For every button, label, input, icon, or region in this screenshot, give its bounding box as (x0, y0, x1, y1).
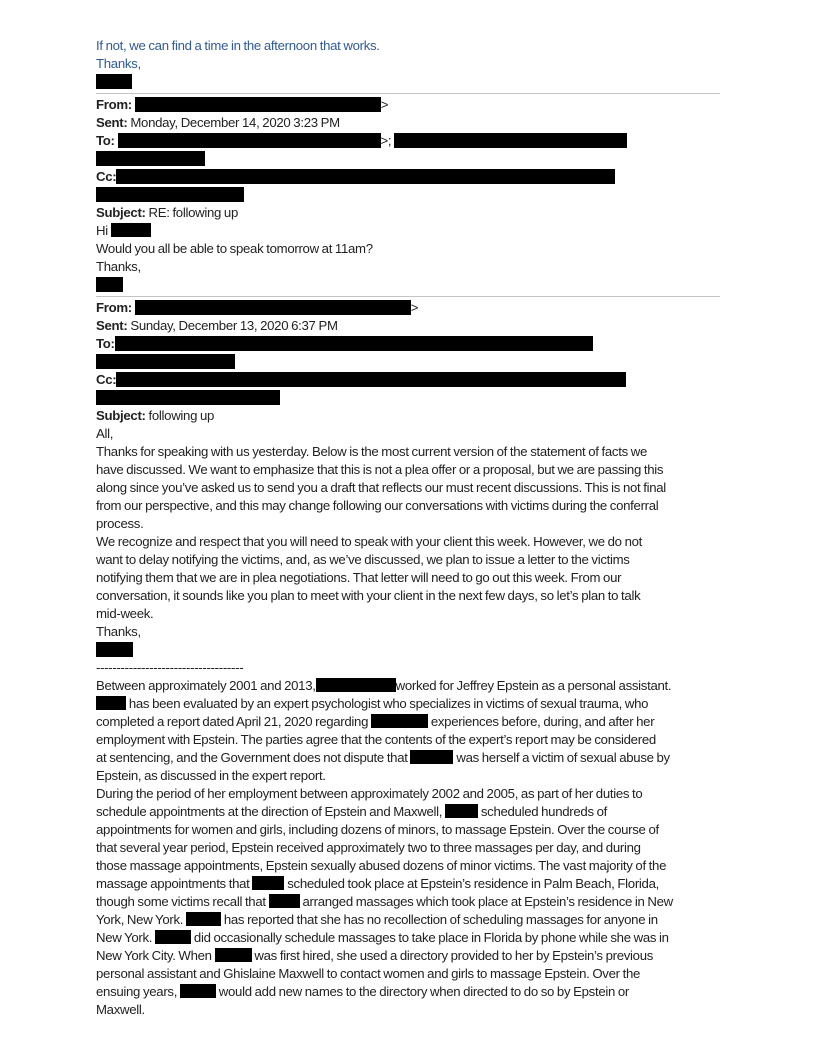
text-run: notifying them that we are in plea negotiations. That letter will need to go out this week. From our (96, 570, 622, 585)
text-run: Thanks for speaking with us yesterday. Below is the most current version of the statement of facts we (96, 444, 647, 459)
text-line (96, 132, 720, 150)
text-run: All, (96, 426, 114, 441)
text-line (96, 911, 720, 929)
text-run: mid-week. (96, 606, 154, 621)
text-line (96, 168, 720, 186)
text-run: appointments for women and girls, including dozens of minors, to massage Epstein. Over the course of (96, 822, 659, 837)
text-line (96, 803, 720, 821)
redaction-bar (410, 750, 453, 764)
text-line (96, 695, 720, 713)
text-run: was herself a victim of sexual abuse by (453, 750, 670, 765)
redaction-bar (180, 984, 216, 998)
text-line (96, 659, 720, 677)
text-run: that several year period, Epstein received approximately two to three massages per day, and during (96, 840, 641, 855)
bold-label: Subject: (96, 205, 149, 220)
text-run: massage appointments that (96, 876, 253, 891)
email-document (96, 37, 720, 1019)
text-run: worked for Jeffrey Epstein as a personal assistant. (395, 678, 672, 693)
redaction-bar (371, 714, 428, 728)
text-line (96, 73, 720, 91)
text-run: New York City. When (96, 948, 215, 963)
text-run: arranged massages which took place at Epstein’s residence in New (299, 894, 673, 909)
text-run: have discussed. We want to emphasize that this is not a plea offer or a proposal, but we are passing this (96, 462, 664, 477)
redaction-bar (252, 876, 284, 890)
redaction-bar (96, 151, 205, 166)
redaction-bar (445, 804, 478, 818)
text-line (96, 929, 720, 947)
text-run: > (380, 97, 389, 112)
text-line (96, 461, 720, 479)
text-line (96, 150, 720, 168)
text-line (96, 222, 720, 240)
bold-label: Cc: (96, 372, 117, 387)
text-line (96, 240, 720, 258)
text-line (96, 114, 720, 132)
text-run: Epstein, as discussed in the expert report. (96, 768, 326, 783)
redaction-bar (96, 354, 235, 369)
text-run: would add new names to the directory when directed to do so by Epstein or (215, 984, 630, 999)
redaction-bar (116, 372, 626, 387)
bold-label: Sent: (96, 115, 131, 130)
text-run: experiences before, during, and after her (427, 714, 655, 729)
reply-text-line (96, 37, 720, 55)
text-run: schedule appointments at the direction of Epstein and Maxwell, (96, 804, 445, 819)
text-run: New York. (96, 930, 156, 945)
redaction-bar (115, 336, 593, 351)
divider-line (96, 93, 720, 94)
text-run: Sunday, December 13, 2020 6:37 PM (130, 318, 338, 333)
text-run: was first hired, she used a directory provided to her by Epstein’s previous (251, 948, 654, 963)
text-line (96, 893, 720, 911)
redaction-bar (96, 277, 123, 292)
text-line (96, 767, 720, 785)
text-run: Monday, December 14, 2020 3:23 PM (130, 115, 340, 130)
redaction-bar (155, 930, 191, 944)
text-run: those massage appointments, Epstein sexually abused dozens of minor victims. The vast majority of the (96, 858, 667, 873)
text-line (96, 875, 720, 893)
text-run: Thanks, (96, 56, 141, 71)
text-run: did occasionally schedule massages to take place in Florida by phone while she was in (191, 930, 669, 945)
text-run: RE: following up (148, 205, 238, 220)
text-line (96, 186, 720, 204)
text-run: ensuing years, (96, 984, 180, 999)
text-run: > (410, 300, 419, 315)
bold-label: From: (96, 97, 135, 112)
redaction-bar (186, 912, 221, 926)
text-line (96, 731, 720, 749)
redaction-bar (96, 696, 126, 710)
text-line (96, 713, 720, 731)
redaction-bar (96, 74, 132, 89)
text-line (96, 533, 720, 551)
text-run: >; (380, 133, 395, 148)
text-line (96, 785, 720, 803)
redaction-bar (135, 97, 381, 112)
text-line (96, 299, 720, 317)
redaction-bar (269, 894, 300, 908)
redaction-bar (135, 300, 411, 315)
text-run: Hi (96, 223, 111, 238)
text-run: completed a report dated April 21, 2020 regarding (96, 714, 371, 729)
text-line (96, 821, 720, 839)
redaction-bar (394, 133, 627, 148)
text-run: During the period of her employment between approximately 2002 and 2005, as part of her duties to (96, 786, 643, 801)
text-run: conversation, it sounds like you plan to meet with your client in the next few days, so let’s plan to talk (96, 588, 641, 603)
text-line (96, 605, 720, 623)
text-run: ------------------------------------ (96, 660, 244, 675)
text-line (96, 551, 720, 569)
redaction-bar (215, 948, 252, 962)
text-run: at sentencing, and the Government does not dispute that (96, 750, 411, 765)
text-line (96, 479, 720, 497)
text-run: If not, we can find a time in the afternoon that works. (96, 38, 380, 53)
bold-label: To: (96, 133, 118, 148)
redaction-bar (111, 223, 151, 237)
bold-label: Subject: (96, 408, 149, 423)
text-line (96, 389, 720, 407)
text-line (96, 569, 720, 587)
text-run: York, New York. (96, 912, 186, 927)
text-run: We recognize and respect that you will need to speak with your client this week. However, we do not (96, 534, 643, 549)
text-line (96, 749, 720, 767)
text-line (96, 276, 720, 294)
bold-label: From: (96, 300, 135, 315)
bold-label: Cc: (96, 169, 117, 184)
text-run: process. (96, 516, 144, 531)
reply-text-line (96, 55, 720, 73)
text-run: employment with Epstein. The parties agree that the contents of the expert’s report may be considered (96, 732, 656, 747)
redaction-bar (118, 133, 381, 148)
text-line (96, 677, 720, 695)
text-run: want to delay notifying the victims, and, as we’ve discussed, we plan to issue a letter to the victims (96, 552, 630, 567)
text-line (96, 96, 720, 114)
text-run: has been evaluated by an expert psychologist who specializes in victims of sexual trauma, who (126, 696, 649, 711)
text-run: Would you all be able to speak tomorrow at 11am? (96, 241, 373, 256)
text-run: Thanks, (96, 259, 141, 274)
text-run: from our perspective, and this may change following our conversations with victims during the conferral (96, 498, 659, 513)
text-line (96, 983, 720, 1001)
text-line (96, 857, 720, 875)
text-line (96, 641, 720, 659)
text-run: Between approximately 2001 and 2013, (96, 678, 316, 693)
text-line (96, 515, 720, 533)
text-run: Maxwell. (96, 1002, 145, 1017)
text-run: Thanks, (96, 624, 141, 639)
text-line (96, 371, 720, 389)
text-line (96, 587, 720, 605)
text-line (96, 1001, 720, 1019)
text-run: along since you’ve asked us to send you a draft that reflects our must recent discussions. This is not final (96, 480, 666, 495)
text-run: though some victims recall that (96, 894, 269, 909)
text-line (96, 965, 720, 983)
redaction-bar (96, 642, 133, 657)
bold-label: To: (96, 336, 115, 351)
text-run: following up (148, 408, 215, 423)
text-line (96, 947, 720, 965)
divider-line (96, 296, 720, 297)
text-line (96, 443, 720, 461)
text-line (96, 258, 720, 276)
text-line (96, 623, 720, 641)
bold-label: Sent: (96, 318, 131, 333)
redaction-bar (96, 390, 280, 405)
text-line (96, 839, 720, 857)
text-run: scheduled took place at Epstein’s residence in Palm Beach, Florida, (284, 876, 659, 891)
text-line (96, 353, 720, 371)
text-line (96, 425, 720, 443)
text-line (96, 317, 720, 335)
text-line (96, 497, 720, 515)
redaction-bar (96, 187, 244, 202)
redaction-bar (116, 169, 615, 184)
text-run: scheduled hundreds of (478, 804, 608, 819)
redaction-bar (316, 678, 396, 692)
text-run: personal assistant and Ghislaine Maxwell to contact women and girls to massage Epstein. Over the (96, 966, 641, 981)
text-line (96, 204, 720, 222)
text-line (96, 335, 720, 353)
text-line (96, 407, 720, 425)
text-run: has reported that she has no recollection of scheduling massages for anyone in (220, 912, 658, 927)
